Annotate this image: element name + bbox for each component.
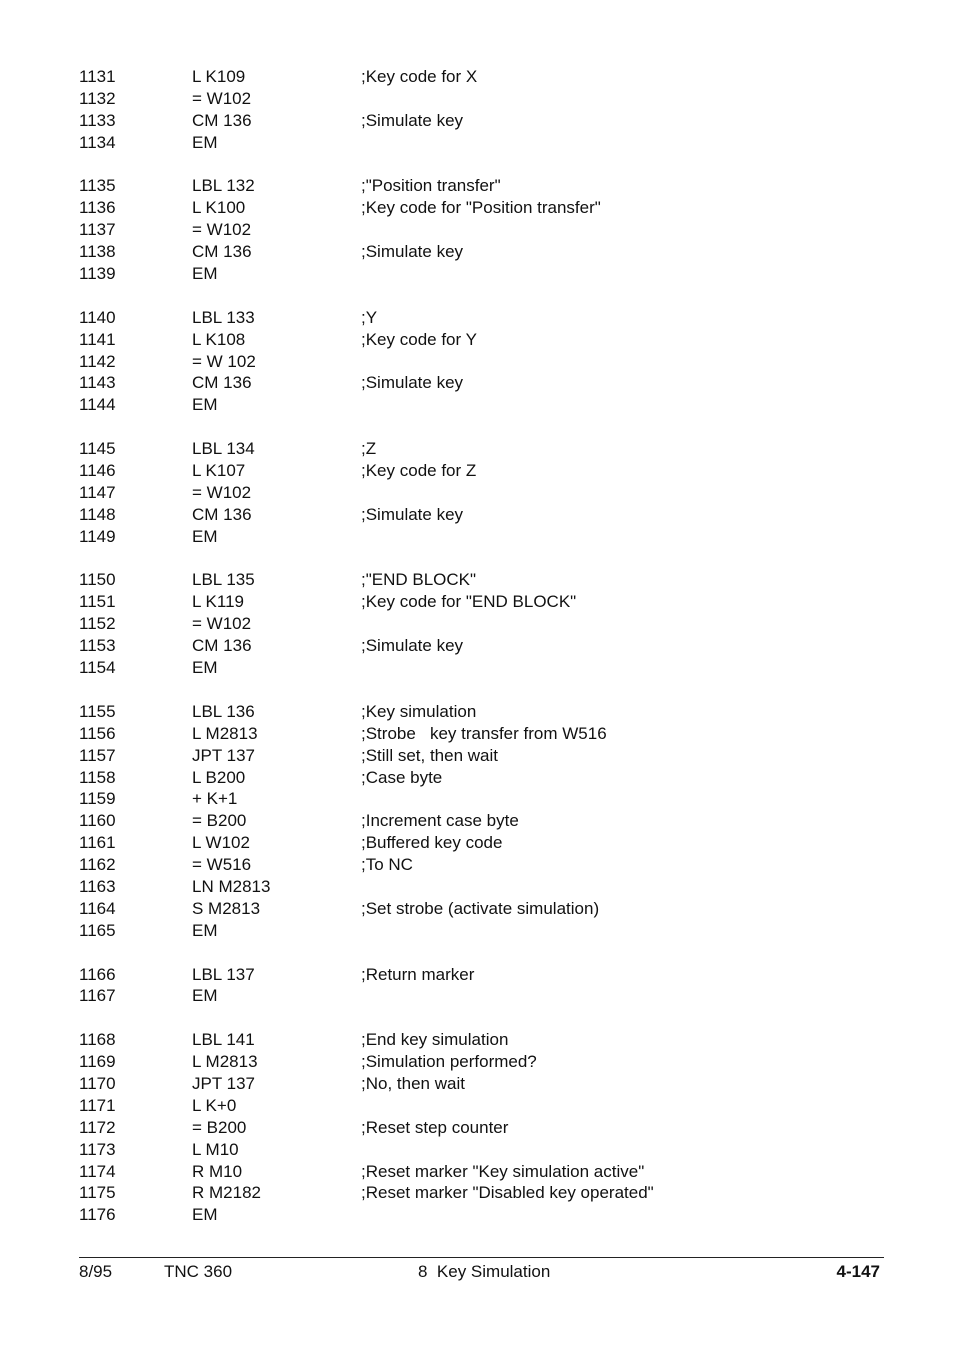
- line-number: 1165: [79, 920, 116, 940]
- instruction: LBL 132: [192, 176, 255, 196]
- code-line: [79, 1095, 879, 1117]
- comment: ;Y: [361, 307, 378, 327]
- instruction: LBL 137: [192, 964, 255, 984]
- comment: ;Key code for Z: [361, 461, 477, 481]
- comment: ;Simulate key: [361, 636, 464, 656]
- comment: ;Strobe key transfer from W516: [361, 723, 607, 743]
- code-line: [79, 526, 879, 548]
- instruction: = W 102: [192, 351, 256, 371]
- page-footer: [0, 1261, 954, 1283]
- comment: ;Simulate key: [361, 242, 464, 262]
- code-line: [79, 723, 879, 745]
- instruction: CM 136: [192, 504, 252, 524]
- line-number: 1160: [79, 811, 116, 831]
- instruction: L M2813: [192, 723, 258, 743]
- code-line: [79, 1161, 879, 1183]
- line-number: 1140: [79, 307, 116, 327]
- line-number: 1163: [79, 876, 116, 896]
- line-number: 1172: [79, 1117, 116, 1137]
- code-line: [79, 175, 879, 197]
- line-number: 1147: [79, 482, 116, 502]
- instruction: = W102: [192, 88, 252, 108]
- comment: ;Set strobe (activate simulation): [361, 898, 600, 918]
- line-number: 1152: [79, 614, 116, 634]
- code-block: [79, 964, 879, 1008]
- line-number: 1170: [79, 1073, 116, 1093]
- instruction: EM: [192, 658, 218, 678]
- code-block: [79, 438, 879, 547]
- code-line: [79, 701, 879, 723]
- comment: ;Key code for "Position transfer": [361, 198, 601, 218]
- line-number: 1135: [79, 176, 116, 196]
- instruction: LBL 133: [192, 307, 255, 327]
- instruction: JPT 137: [192, 1073, 256, 1093]
- comment: ;Still set, then wait: [361, 745, 499, 765]
- line-number: 1153: [79, 636, 116, 656]
- plc-program-listing: [79, 66, 879, 1248]
- comment: ;Key code for X: [361, 67, 478, 86]
- code-line: [79, 394, 879, 416]
- line-number: 1169: [79, 1052, 116, 1072]
- comment: ;Reset marker "Disabled key operated": [361, 1183, 654, 1203]
- comment: ;Buffered key code: [361, 833, 503, 853]
- footer-divider: [79, 1257, 884, 1258]
- instruction: R M10: [192, 1161, 243, 1181]
- instruction: = B200: [192, 811, 247, 831]
- footer-date: 8/95: [79, 1262, 113, 1281]
- footer-chapter: 8 Key Simulation: [418, 1262, 551, 1281]
- comment: ;Key code for "END BLOCK": [361, 592, 577, 612]
- line-number: 1131: [79, 67, 116, 86]
- line-number: 1162: [79, 855, 116, 875]
- instruction: = B200: [192, 1117, 247, 1137]
- instruction: EM: [192, 920, 218, 940]
- line-number: 1150: [79, 570, 116, 590]
- code-line: [79, 263, 879, 285]
- code-line: [79, 898, 879, 920]
- line-number: 1161: [79, 833, 116, 853]
- code-line: [79, 657, 879, 679]
- code-line: [79, 66, 879, 88]
- line-number: 1173: [79, 1139, 116, 1159]
- footer-page-number: 4-147: [836, 1262, 880, 1281]
- line-number: 1148: [79, 504, 116, 524]
- instruction: EM: [192, 526, 218, 546]
- instruction: LBL 141: [192, 1030, 255, 1050]
- comment: ;Reset marker "Key simulation active": [361, 1161, 645, 1181]
- comment: ;Simulate key: [361, 110, 464, 130]
- line-number: 1145: [79, 439, 116, 459]
- code-block: [79, 175, 879, 284]
- instruction: EM: [192, 1205, 218, 1225]
- code-line: [79, 460, 879, 482]
- instruction: L M10: [192, 1139, 239, 1159]
- instruction: CM 136: [192, 373, 252, 393]
- comment: ;Return marker: [361, 964, 475, 984]
- code-line: [79, 110, 879, 132]
- code-line: [79, 920, 879, 942]
- code-line: [79, 197, 879, 219]
- code-line: [79, 88, 879, 110]
- instruction: + K+1: [192, 789, 238, 809]
- instruction: L W102: [192, 833, 250, 853]
- line-number: 1141: [79, 329, 116, 349]
- instruction: L B200: [192, 767, 246, 787]
- comment: ;Z: [361, 439, 377, 459]
- instruction: CM 136: [192, 242, 252, 262]
- code-line: [79, 438, 879, 460]
- line-number: 1167: [79, 986, 116, 1006]
- line-number: 1138: [79, 242, 116, 262]
- instruction: = W102: [192, 482, 252, 502]
- code-line: [79, 329, 879, 351]
- instruction: L M2813: [192, 1052, 258, 1072]
- instruction: L K119: [192, 592, 244, 612]
- code-line: [79, 832, 879, 854]
- instruction: LBL 135: [192, 570, 255, 590]
- line-number: 1159: [79, 789, 116, 809]
- code-block: [79, 66, 879, 154]
- code-line: [79, 810, 879, 832]
- code-line: [79, 1051, 879, 1073]
- comment: ;No, then wait: [361, 1073, 465, 1093]
- line-number: 1151: [79, 592, 116, 612]
- code-line: [79, 876, 879, 898]
- line-number: 1174: [79, 1161, 116, 1181]
- code-line: [79, 307, 879, 329]
- instruction: CM 136: [192, 636, 252, 656]
- comment: ;Simulate key: [361, 373, 464, 393]
- code-line: [79, 613, 879, 635]
- line-number: 1166: [79, 964, 116, 984]
- line-number: 1134: [79, 132, 116, 152]
- comment: ;Increment case byte: [361, 811, 519, 831]
- code-block: [79, 1029, 879, 1226]
- line-number: 1171: [79, 1095, 116, 1115]
- instruction: EM: [192, 395, 218, 415]
- code-line: [79, 1139, 879, 1161]
- code-block: [79, 307, 879, 416]
- instruction: = W516: [192, 855, 252, 875]
- line-number: 1176: [79, 1205, 116, 1225]
- instruction: L K108: [192, 329, 246, 349]
- code-line: [79, 745, 879, 767]
- code-line: [79, 132, 879, 154]
- line-number: 1133: [79, 110, 116, 130]
- code-line: [79, 985, 879, 1007]
- comment: ;"Position transfer": [361, 176, 501, 196]
- instruction: EM: [192, 132, 218, 152]
- code-line: [79, 372, 879, 394]
- instruction: = W102: [192, 614, 252, 634]
- comment: ;Simulation performed?: [361, 1052, 537, 1072]
- line-number: 1175: [79, 1183, 116, 1203]
- comment: ;Simulate key: [361, 504, 464, 524]
- line-number: 1132: [79, 88, 116, 108]
- instruction: LN M2813: [192, 876, 271, 896]
- comment: ;Key simulation: [361, 701, 477, 721]
- code-line: [79, 635, 879, 657]
- line-number: 1137: [79, 220, 116, 240]
- code-line: [79, 1117, 879, 1139]
- code-line: [79, 767, 879, 789]
- code-line: [79, 504, 879, 526]
- line-number: 1142: [79, 351, 116, 371]
- comment: ;Case byte: [361, 767, 443, 787]
- code-line: [79, 1073, 879, 1095]
- line-number: 1136: [79, 198, 116, 218]
- comment: ;End key simulation: [361, 1030, 509, 1050]
- footer-model: TNC 360: [164, 1262, 233, 1281]
- line-number: 1144: [79, 395, 116, 415]
- code-block: [79, 569, 879, 678]
- line-number: 1154: [79, 658, 116, 678]
- line-number: 1146: [79, 461, 116, 481]
- instruction: L K100: [192, 198, 246, 218]
- instruction: L K109: [192, 67, 246, 86]
- line-number: 1156: [79, 723, 116, 743]
- code-line: [79, 1029, 879, 1051]
- line-number: 1157: [79, 745, 116, 765]
- code-block: [79, 701, 879, 942]
- instruction: LBL 134: [192, 439, 255, 459]
- code-line: [79, 219, 879, 241]
- instruction: EM: [192, 986, 218, 1006]
- comment: ;To NC: [361, 855, 413, 875]
- code-line: [79, 854, 879, 876]
- instruction: CM 136: [192, 110, 252, 130]
- code-line: [79, 482, 879, 504]
- line-number: 1149: [79, 526, 116, 546]
- instruction: R M2182: [192, 1183, 261, 1203]
- instruction: L K+0: [192, 1095, 237, 1115]
- code-line: [79, 351, 879, 373]
- code-line: [79, 788, 879, 810]
- code-line: [79, 964, 879, 986]
- line-number: 1143: [79, 373, 116, 393]
- instruction: EM: [192, 264, 218, 284]
- code-line: [79, 241, 879, 263]
- comment: ;Reset step counter: [361, 1117, 509, 1137]
- instruction: S M2813: [192, 898, 261, 918]
- instruction: L K107: [192, 461, 246, 481]
- line-number: 1168: [79, 1030, 116, 1050]
- line-number: 1164: [79, 898, 116, 918]
- instruction: JPT 137: [192, 745, 256, 765]
- code-line: [79, 1204, 879, 1226]
- instruction: LBL 136: [192, 701, 255, 721]
- code-line: [79, 569, 879, 591]
- line-number: 1139: [79, 264, 116, 284]
- code-line: [79, 1182, 879, 1204]
- comment: ;"END BLOCK": [361, 570, 477, 590]
- code-line: [79, 591, 879, 613]
- line-number: 1158: [79, 767, 116, 787]
- instruction: = W102: [192, 220, 252, 240]
- line-number: 1155: [79, 701, 116, 721]
- comment: ;Key code for Y: [361, 329, 477, 349]
